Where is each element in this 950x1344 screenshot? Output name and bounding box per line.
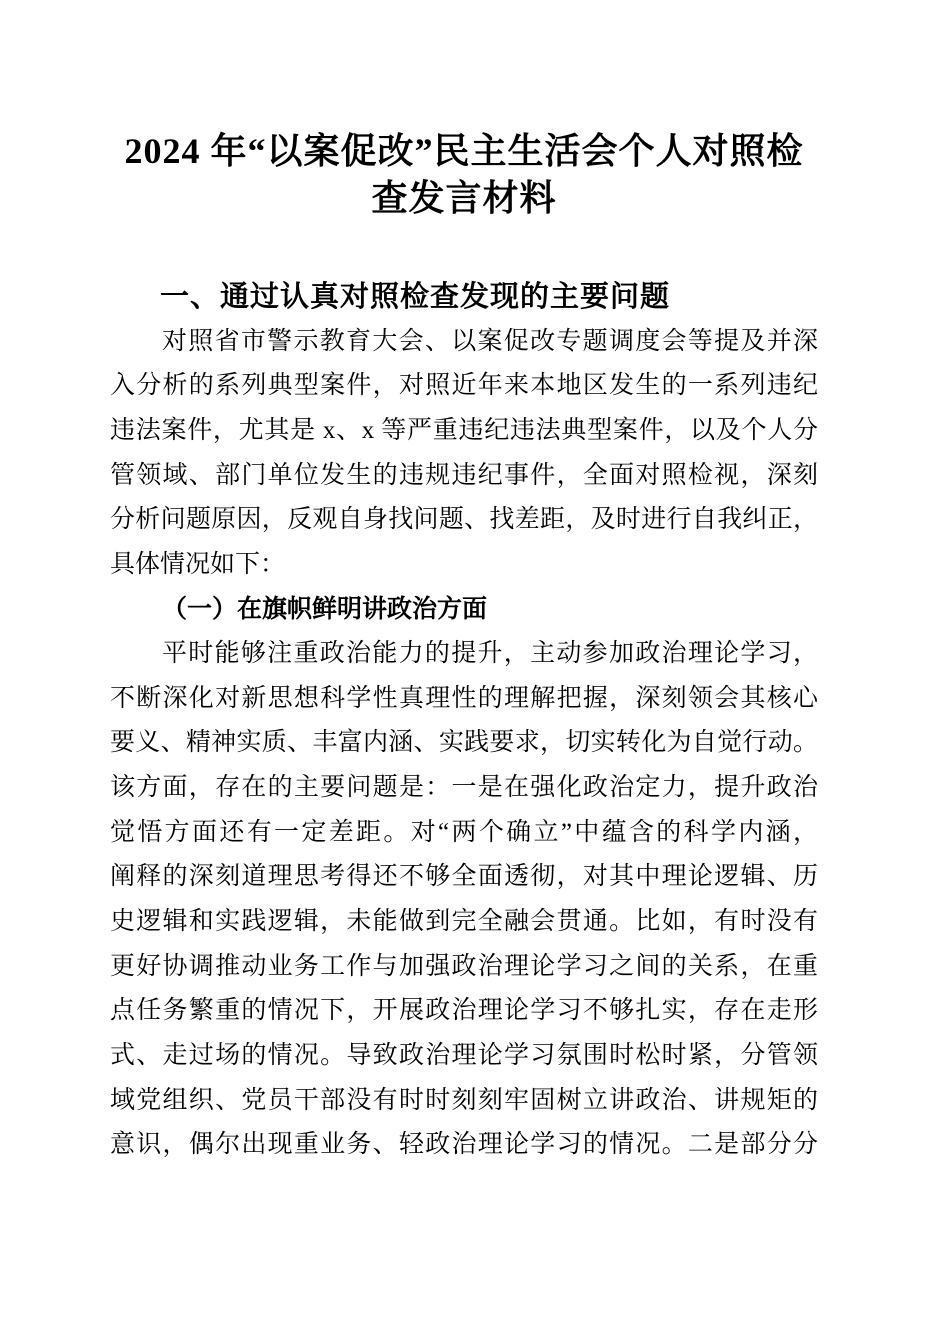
text-line: 分析问题原因，反观自身找问题、找差距，及时进行自我纠正， bbox=[110, 506, 818, 534]
document-title bbox=[110, 128, 818, 222]
text-line: 不断深化对新思想科学性真理性的理解把握，深刻领会其核心 bbox=[110, 684, 818, 712]
text-line: 平时能够注重政治能力的提升，主动参加政治理论学习， bbox=[162, 640, 818, 668]
text-line: 域党组织、党员干部没有时时刻刻牢固树立讲政治、讲规矩的 bbox=[110, 1086, 818, 1114]
text-line: 要义、精神实质、丰富内涵、实践要求，切实转化为自觉行动。 bbox=[110, 729, 818, 757]
text-line: 点任务繁重的情况下，开展政治理论学习不够扎实，存在走形 bbox=[110, 997, 818, 1025]
text-line: 式、走过场的情况。导致政治理论学习氛围时松时紧，分管领 bbox=[110, 1041, 818, 1069]
section-heading: 一、通过认真对照检查发现的主要问题 bbox=[160, 281, 671, 313]
text-line: 意识，偶尔出现重业务、轻政治理论学习的情况。二是部分分 bbox=[110, 1131, 818, 1159]
text-line: 管领域、部门单位发生的违规违纪事件，全面对照检视，深刻 bbox=[110, 461, 818, 489]
paragraph-1 bbox=[110, 320, 818, 588]
text-line: 阐释的深刻道理思考得还不够全面透彻，对其中理论逻辑、历 bbox=[110, 863, 818, 891]
text-line: 史逻辑和实践逻辑，未能做到完全融会贯通。比如，有时没有 bbox=[110, 907, 818, 935]
title-line: 查发言材料 bbox=[371, 178, 557, 218]
text-line: 入分析的系列典型案件，对照近年来本地区发生的一系列违纪 bbox=[110, 372, 818, 400]
document-content bbox=[110, 0, 818, 1168]
text-line: 对照省市警示教育大会、以案促改专题调度会等提及并深 bbox=[162, 327, 818, 355]
text-line: 更好协调推动业务工作与加强政治理论学习之间的关系，在重 bbox=[110, 952, 818, 980]
text-line: 觉悟方面还有一定差距。对“两个确立”中蕴含的科学内涵， bbox=[110, 818, 818, 846]
sub-heading: （一）在旗帜鲜明讲政治方面 bbox=[162, 595, 488, 623]
text-line: 违法案件，尤其是 x、x 等严重违纪违法典型案件，以及个人分 bbox=[110, 416, 818, 444]
text-line: 具体情况如下： bbox=[110, 550, 286, 578]
title-line: 2024 年“以案促改”民主生活会个人对照检 bbox=[124, 131, 804, 171]
paragraph-2 bbox=[110, 632, 818, 1168]
text-line: 该方面，存在的主要问题是：一是在强化政治定力，提升政治 bbox=[110, 774, 818, 802]
